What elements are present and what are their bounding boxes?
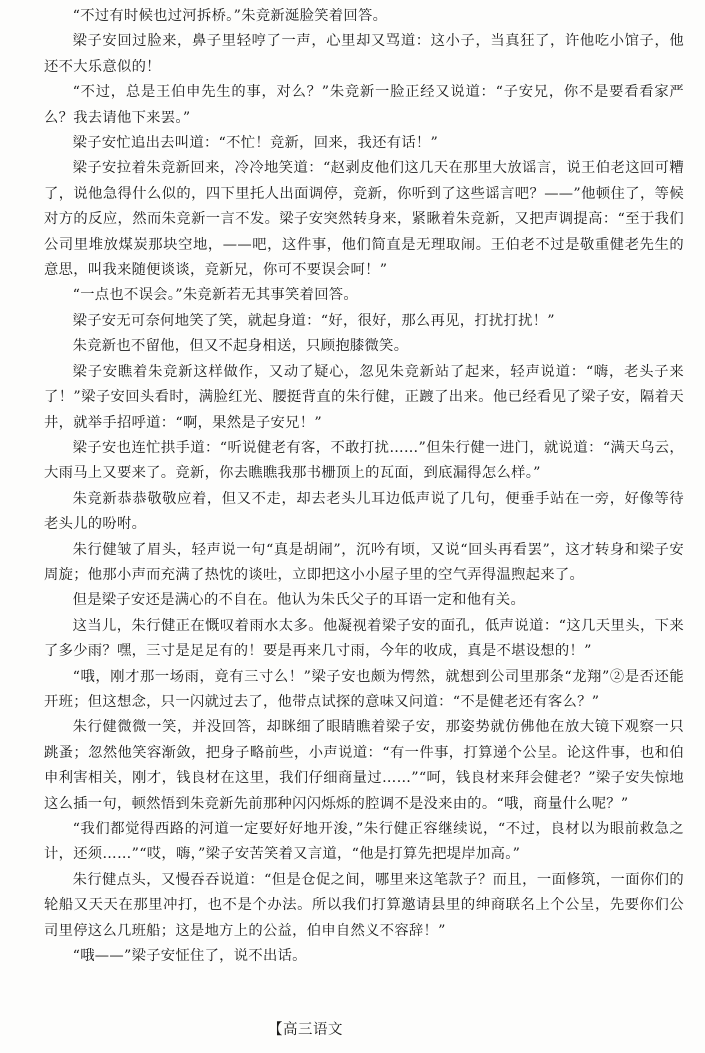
paragraph: 梁子安回过脸来，鼻子里轻哼了一声，心里却又骂道：这小子，当真狂了，许他吃小馆子，他还不大乐意似的！ — [44, 33, 684, 75]
page-footer: 【高三语文 — [268, 1022, 343, 1038]
paragraph: 梁子安无可奈何地笑了笑，就起身道：“好，很好，那么再见，打扰打扰！” — [72, 312, 555, 329]
paragraph: “不过，总是王伯申先生的事，对么？”朱竞新一脸正经又说道：“子安兄，你不是要看看家严么？我去请他下来罢。” — [44, 84, 684, 126]
paragraph: 梁子安瞧着朱竞新这样做作，又动了疑心，忽见朱竞新站了起来，轻声说道：“嗨，老头子来了！”梁子安回头看时，满脸红光、腰挺背直的朱行健，正踱了出来。他已经看见了梁子安，隔着天井，就举手招呼道：“啊，果然是子安兄！” — [44, 363, 684, 431]
paragraph: 朱行健皱了眉头，轻声说一句“真是胡闹”，沉吟有顷，又说“回头再看罢”，这才转身和梁子安周旋；他那小声而充满了热忱的谈吐，立即把这小小屋子里的空气弄得温煦起来了。 — [44, 541, 684, 583]
paragraph: 梁子安拉着朱竞新回来，冷冷地笑道：“赵剥皮他们这几天在那里大放谣言，说王伯老这回可糟了，说他急得什么似的，四下里托人出面调停，竞新，你听到了这些谣言吧？——”他顿住了，等候对方的反应，然而朱竞新一言不发。梁子安突然转身来，紧瞅着朱竞新，又把声调提高：“至于我们公司里堆放煤炭那块空地，——吧，这件事，他们简直是无理取闹。王伯老不过是敬重健老先生的意思，叫我来随便谈谈，竞新兄，你可不要误会呵！” — [44, 160, 684, 279]
paragraph: “一点也不误会。”朱竞新若无其事笑着回答。 — [72, 287, 359, 304]
paragraph: 朱行健点头，又慢吞吞说道：“但是仓促之间，哪里来这笔款子？而且，一面修筑，一面你们的轮船又天天在那里冲打，也不是个办法。所以我们打算邀请县里的绅商联名上个公呈，先要你们公司里停这么几班船；这是地方上的公益，伯申自然义不容辞！” — [44, 871, 684, 939]
paragraph: “哦，刚才那一场雨，竟有三寸么！”梁子安也颇为愕然，就想到公司里那条“龙翔”②是否还能开班；但这想念，只一闪就过去了，他带点试探的意味又问道：“不是健老还有客么？” — [44, 668, 684, 710]
paragraph: “我们都觉得西路的河道一定要好好地开浚，”朱行健正容继续说，“不过，良材以为眼前救急之计，还须……”“哎，嗨，”梁子安苦笑着又言道，“他是打算先把堤岸加高。” — [44, 821, 684, 863]
paragraph: 梁子安忙追出去叫道：“不忙！竞新，回来，我还有话！” — [72, 135, 439, 152]
body-text — [44, 4, 684, 969]
paragraph: 但是梁子安还是满心的不自在。他认为朱氏父子的耳语一定和他有关。 — [72, 592, 526, 609]
paragraph: 朱行健微微一笑，并没回答，却眯细了眼睛瞧着梁子安，那姿势就仿佛他在放大镜下观察一只跳蚤；忽然他笑容渐敛，把身子略前些，小声说道：“有一件事，打算递个公呈。论这件事，也和伯申利害相关，刚才，钱良材在这里，我们仔细商量过……”“呵，钱良材来拜会健老？”梁子安失惊地这么插一句，顿然悟到朱竞新先前那种闪闪烁烁的腔调不是没来由的。“哦，商量什么呢？” — [44, 719, 684, 812]
paragraph: “哦——”梁子安怔住了，说不出话。 — [72, 948, 307, 965]
paragraph: 朱竞新也不留他，但又不起身相送，只顾抱膝微笑。 — [72, 338, 409, 355]
paragraph: 梁子安也连忙拱手道：“听说健老有客，不敢打扰……”但朱行健一进门，就说道：“满天乌云，大雨马上又要来了。竞新，你去瞧瞧我那书栅顶上的瓦面，到底漏得怎么样。” — [44, 439, 684, 482]
paragraph: 朱竞新恭恭敬敬应着，但又不走，却去老头儿耳边低声说了几句，便垂手站在一旁，好像等待老头儿的吩咐。 — [44, 490, 684, 533]
paragraph: 这当儿，朱行健正在慨叹着雨水太多。他凝视着梁子安的面孔，低声说道：“这几天里头，下来了多少雨？嘿，三寸是足足有的！要是再来几寸雨，今年的收成，真是不堪设想的！” — [44, 617, 684, 660]
paragraph: “不过有时候也过河拆桥。”朱竞新涎脸笑着回答。 — [72, 8, 388, 24]
